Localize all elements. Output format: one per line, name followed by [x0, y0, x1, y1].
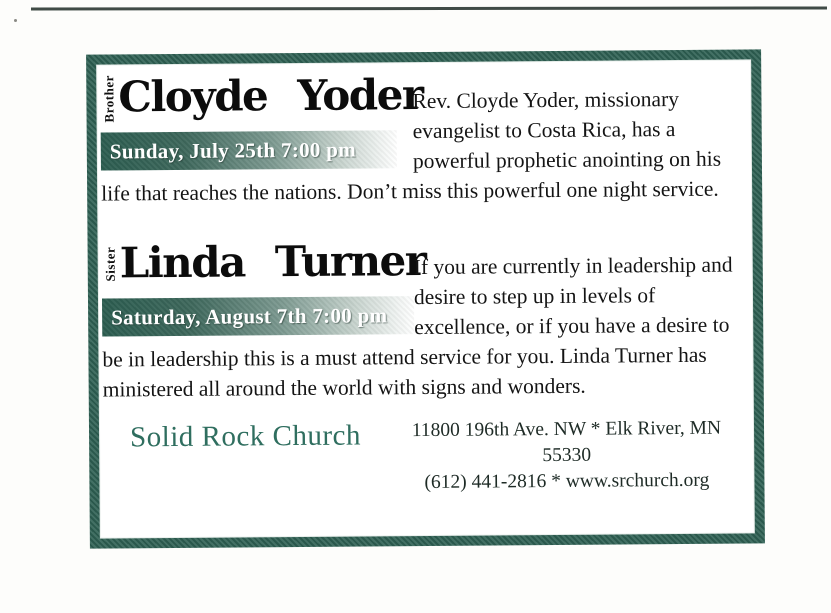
church-phone-website: (612) 441-2816 * www.srchurch.org	[424, 469, 710, 494]
church-contact-block	[391, 416, 743, 497]
event-heading-row	[101, 232, 426, 292]
flyer-card	[86, 49, 765, 548]
event-heading-block	[100, 66, 423, 170]
event-description: If you are currently in leadership and desire to step up in levels of excellence, or if you have a desire to be in leadership this is a must attend service for you. Linda Turner has ministered all around the world with signs and wonders.	[102, 252, 733, 402]
scanner-edge-artifact	[31, 6, 827, 10]
event-description: Rev. Cloyde Yoder, missionary evangelist to Costa Rica, has a powerful prophetic anointing on his life that reaches the nations. Don’t miss this powerful one night service.	[101, 87, 722, 206]
church-address: 11800 196th Ave. NW * Elk River, MN 55330	[411, 417, 722, 467]
honorific-label: Sister	[102, 247, 118, 282]
flyer-footer	[103, 416, 743, 499]
event-datetime-banner: Sunday, July 25th 7:00 pm	[101, 130, 397, 170]
event-heading-row	[100, 66, 423, 126]
speaker-name: Linda Turner	[119, 236, 426, 288]
flyer-content	[96, 59, 755, 538]
scan-speck	[14, 19, 17, 22]
event-datetime-banner: Saturday, August 7th 7:00 pm	[102, 296, 414, 336]
speaker-name: Cloyde Yoder	[118, 70, 423, 122]
event-heading-block	[101, 232, 426, 336]
church-name: Solid Rock Church	[129, 419, 362, 454]
event-section-cloyde-yoder	[100, 64, 740, 209]
event-section-linda-turner	[101, 204, 742, 405]
honorific-label: Brother	[101, 74, 117, 123]
